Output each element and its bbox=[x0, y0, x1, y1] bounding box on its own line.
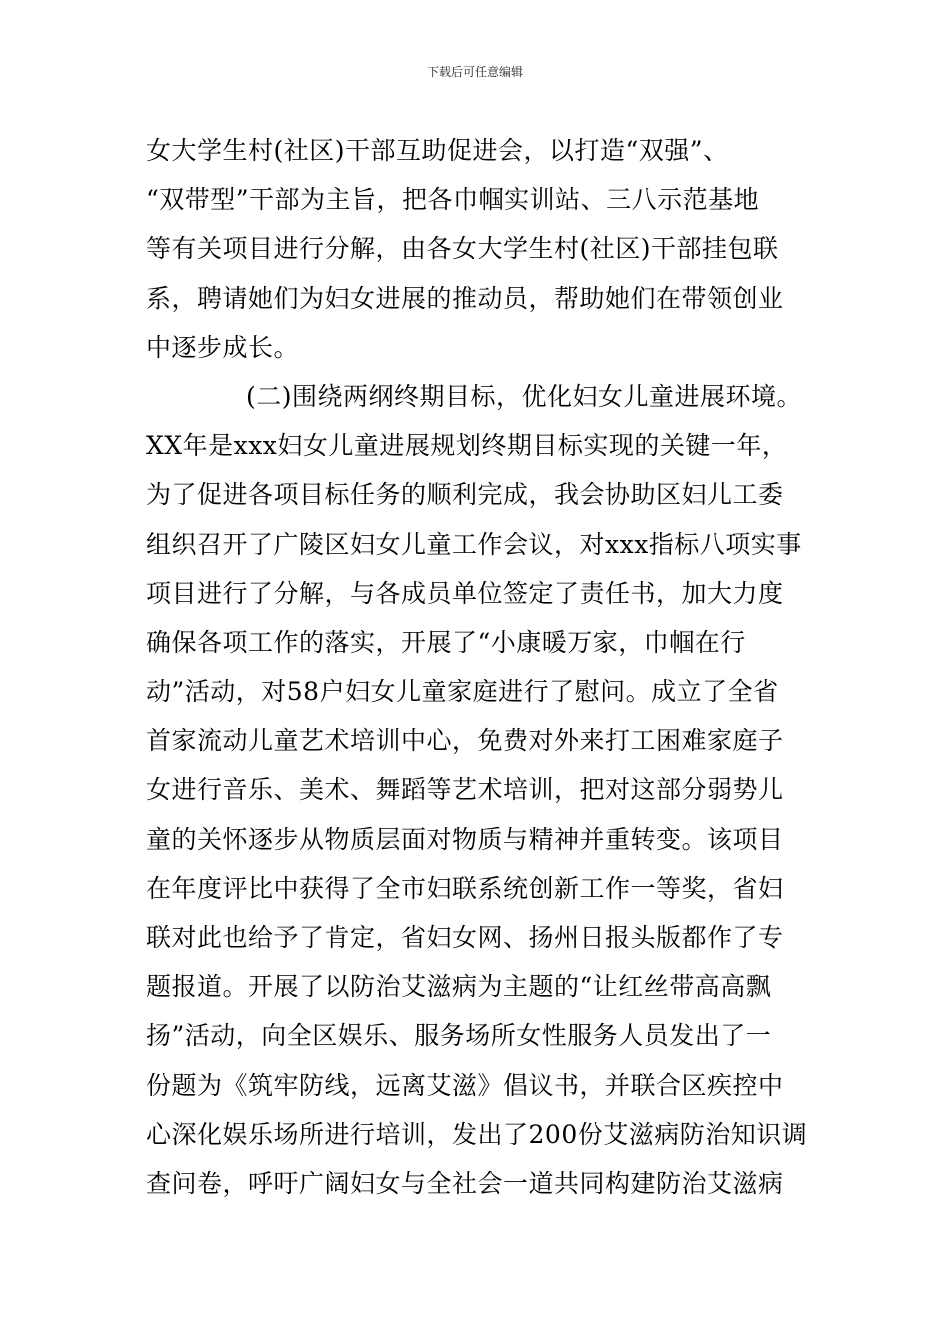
text-line: 扬”活动，向全区娱乐、服务场所女性服务人员发出了一 bbox=[146, 1021, 772, 1051]
text-line: XX年是xxx妇女儿童进展规划终期目标实现的关键一年， bbox=[146, 431, 788, 461]
text-line: 系，聘请她们为妇女进展的推动员，帮助她们在带领创业 bbox=[146, 283, 784, 313]
text-line: 心深化娱乐场所进行培训，发出了200份艾滋病防治知识调 bbox=[146, 1119, 808, 1149]
text-line: 女进行音乐、美术、舞蹈等艺术培训，把对这部分弱势儿 bbox=[146, 775, 784, 805]
text-line: 在年度评比中获得了全市妇联系统创新工作一等奖，省妇 bbox=[146, 873, 784, 903]
text-line: 中逐步成长。 bbox=[146, 332, 300, 362]
text-line: 女大学生村(社区)干部互助促进会，以打造“双强”、 bbox=[146, 136, 729, 165]
section-heading: (二)围绕两纲终期目标，优化妇女儿童进展环境。 bbox=[246, 381, 803, 411]
text-line: 查问卷，呼吁广阔妇女与全社会一道共同构建防治艾滋病 bbox=[146, 1168, 784, 1198]
text-line: 组织召开了广陵区妇女儿童工作会议，对xxx指标八项实事 bbox=[146, 529, 802, 559]
document-body bbox=[146, 126, 826, 1208]
text-line: 为了促进各项目标任务的顺利完成，我会协助区妇儿工委 bbox=[146, 480, 784, 510]
text-line: 题报道。开展了以防治艾滋病为主题的“让红丝带高高飘 bbox=[146, 972, 772, 1002]
text-line: 首家流动儿童艺术培训中心，免费对外来打工困难家庭子 bbox=[146, 726, 784, 756]
text-line: 联对此也给予了肯定，省妇女网、扬州日报头版都作了专 bbox=[146, 923, 784, 952]
text-line: 项目进行了分解，与各成员单位签定了责任书，加大力度 bbox=[146, 578, 784, 608]
text-line: 份题为《筑牢防线，远离艾滋》倡议书，并联合区疾控中 bbox=[146, 1070, 784, 1100]
text-line: 确保各项工作的落实，开展了“小康暖万家，巾帼在行 bbox=[146, 627, 746, 657]
text-line: 童的关怀逐步从物质层面对物质与精神并重转变。该项目 bbox=[146, 824, 784, 854]
text-line: 等有关项目进行分解，由各女大学生村(社区)干部挂包联 bbox=[146, 234, 779, 264]
text-line: “双带型”干部为主旨，把各巾帼实训站、三八示范基地 bbox=[146, 185, 760, 215]
page-header: 下载后可任意编辑 bbox=[426, 65, 523, 79]
text-line: 动”活动，对58户妇女儿童家庭进行了慰问。成立了全省 bbox=[146, 677, 779, 707]
